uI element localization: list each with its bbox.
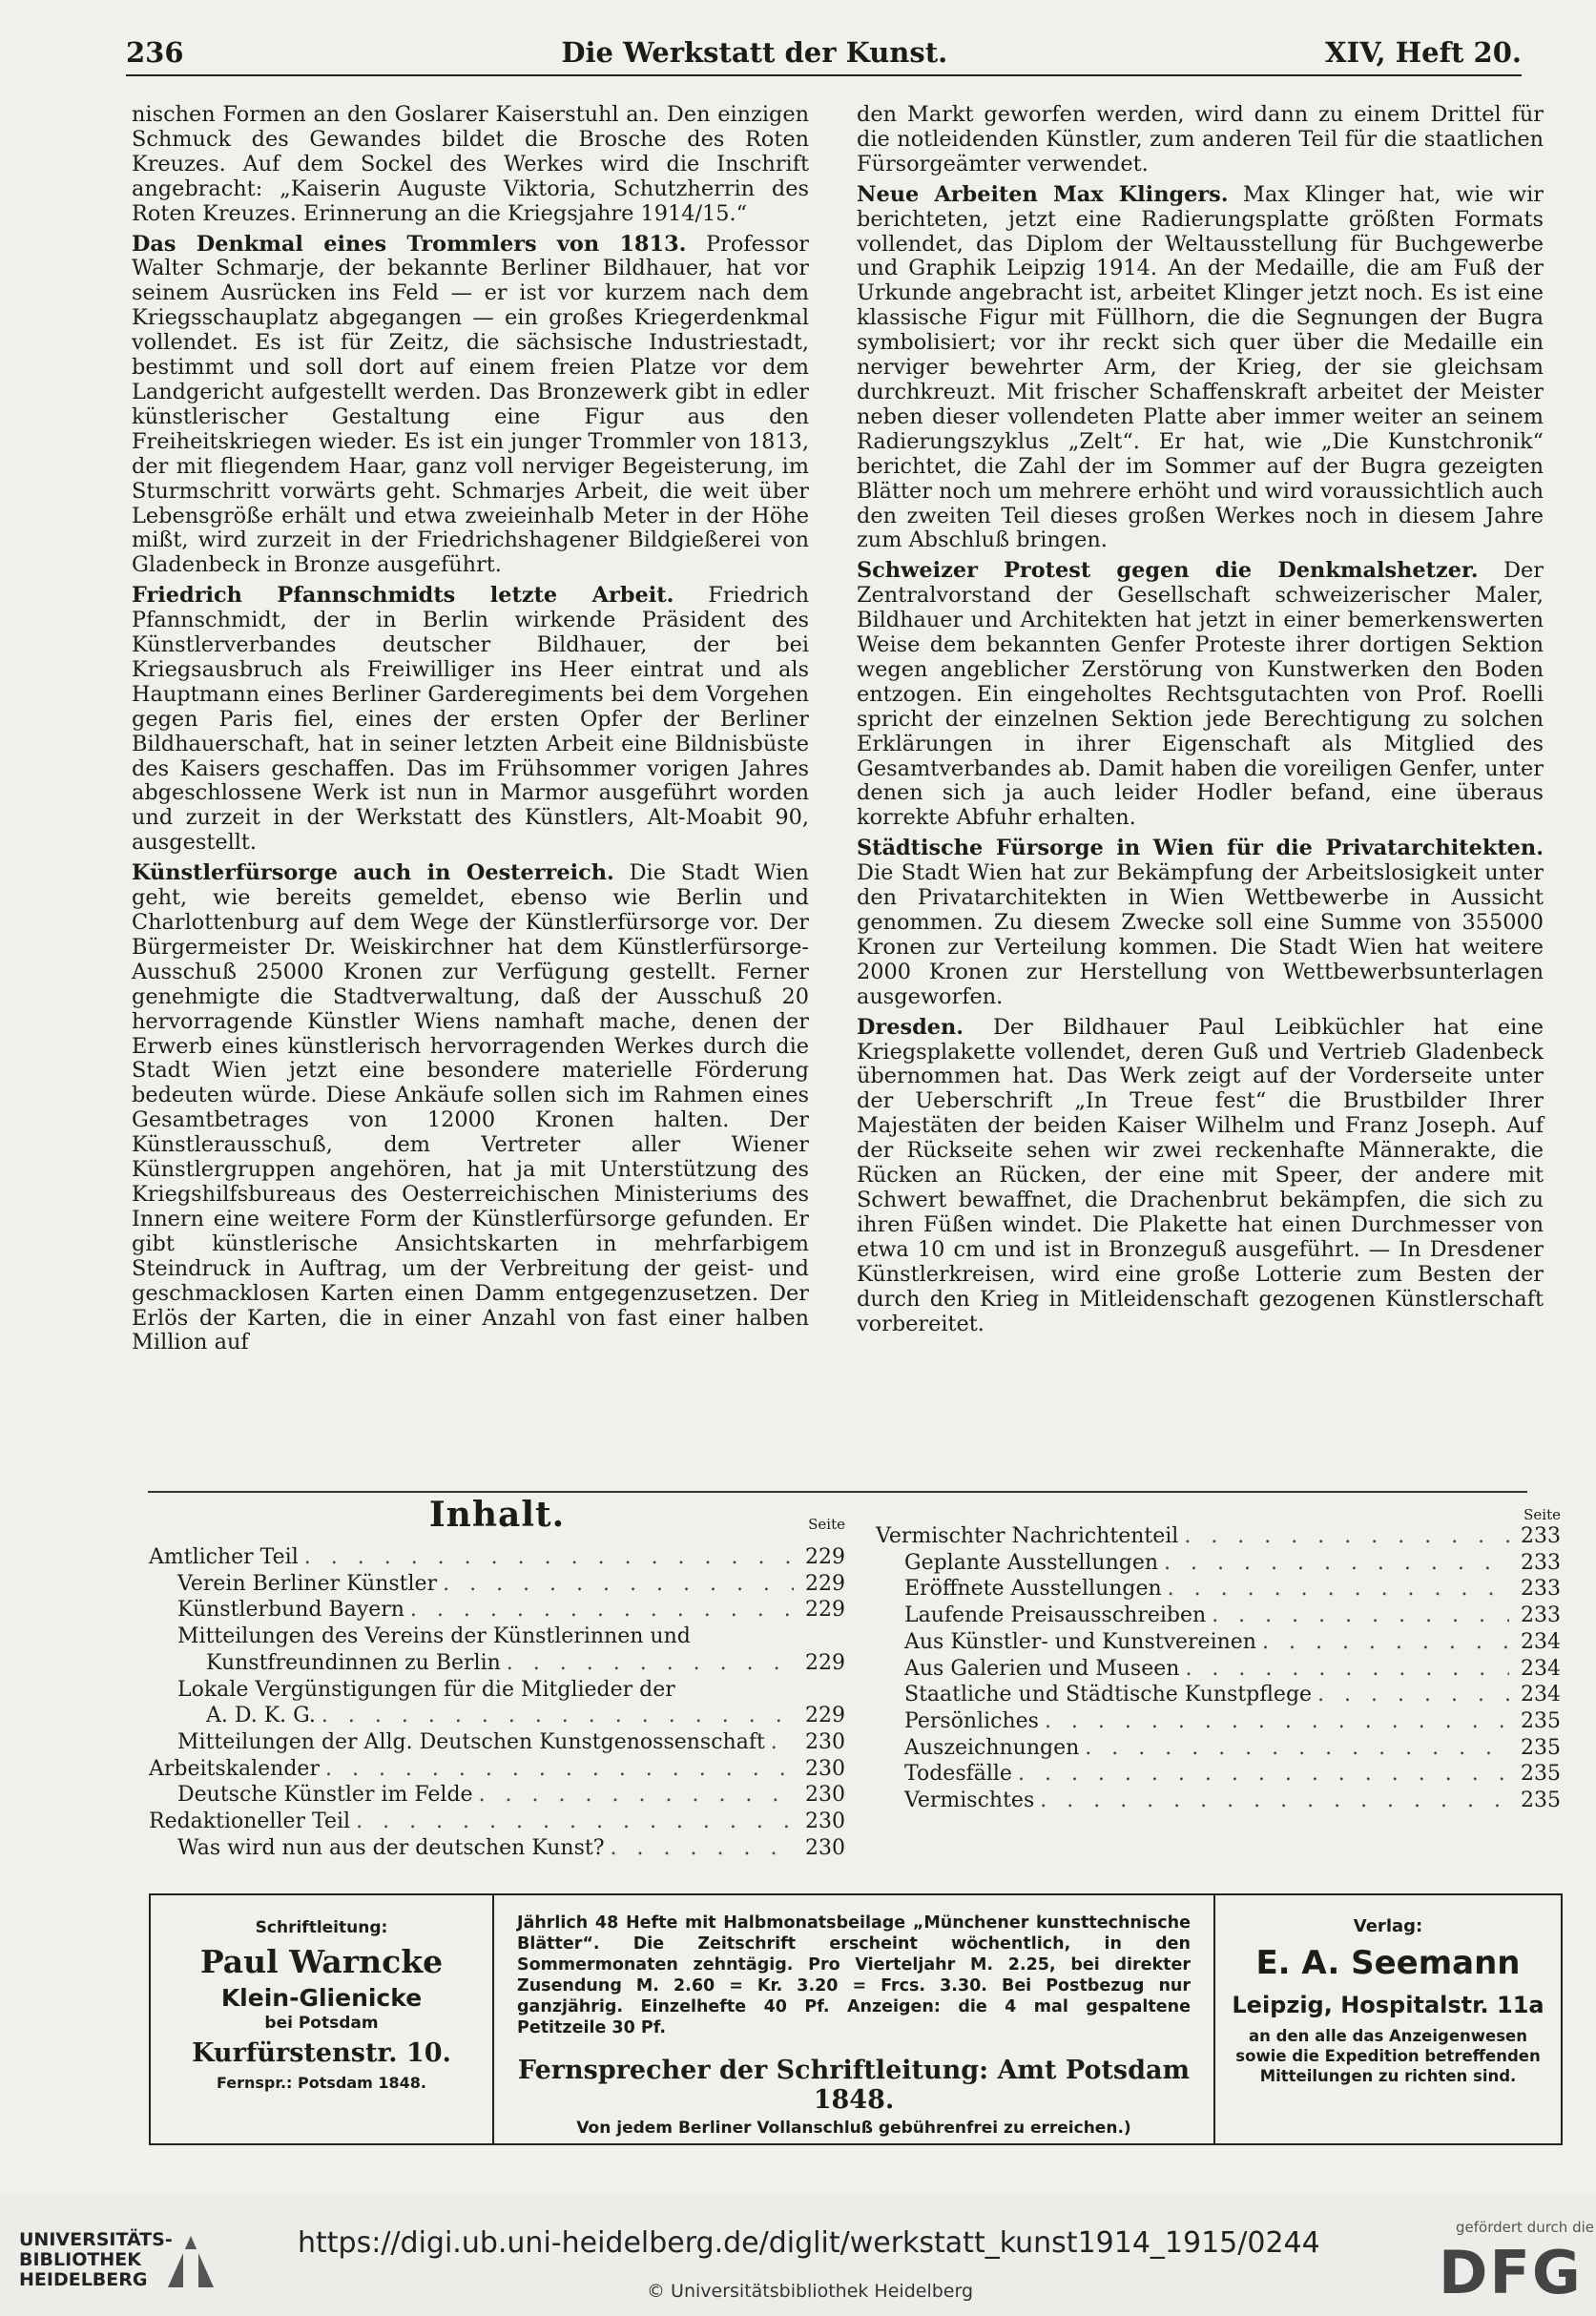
toc-entry-page: 234 <box>1521 1683 1561 1707</box>
terms-box <box>494 1895 1215 2143</box>
toc-leader-dots <box>410 1597 794 1623</box>
library-logo[interactable] <box>19 2226 210 2303</box>
toc-entry-page: 235 <box>1521 1735 1561 1760</box>
toc-entry <box>876 1682 1561 1708</box>
toc-entry <box>876 1603 1561 1629</box>
toc-entry <box>149 1729 845 1756</box>
header-rule <box>126 74 1522 76</box>
toc-entry-page: 234 <box>1521 1656 1561 1681</box>
toc-entry-label: Verein Berliner Künstler <box>177 1571 438 1596</box>
toc-right <box>876 1502 1561 1814</box>
toc-leader-dots <box>479 1782 794 1809</box>
toc-entry-label: Persönliches <box>904 1708 1039 1733</box>
toc-entry-label: Mitteilungen des Vereins der Künstlerinnen und <box>177 1624 691 1649</box>
left-column <box>132 103 809 1361</box>
article-heading: Friedrich Pfannschmidts letzte Arbeit. <box>132 583 674 609</box>
article-text: Der Zentralvorstand der Gesellschaft schweizerischer Maler, Bildhauer und Architekten hat jetzt in einer bemerkenswerten Weise dem bekannten Genfer Proteste ihrer dortigen Sektion wegen angeblicher Zerstörung von Kunstwerken den Boden entzogen. Ein eingeholtes Rechtsgutachten von Prof. Roelli spricht der einzelnen Sektion jede Berechtigung zu solchen Erklärungen in ihrer Eigenschaft als Mitglied des Gesamtverbandes ab. Damit haben die voreiligen Genfer, unter denen sich ja auch leider Hodler befand, eine überaus korrekte Abfuhr erhalten. <box>857 558 1544 831</box>
article <box>857 559 1544 831</box>
toc-entry-label: Redaktioneller Teil <box>149 1809 351 1834</box>
running-header <box>126 29 1522 69</box>
copyright-notice: © Universitätsbibliothek Heidelberg <box>647 2281 974 2302</box>
toc-entry <box>876 1761 1561 1788</box>
editor-box <box>151 1895 494 2143</box>
toc-entry-label: Aus Galerien und Museen <box>904 1656 1180 1681</box>
subscription-terms: Jährlich 48 Hefte mit Halbmonatsbeilage „Münchener kunsttechnische Blätter“. Die Zeitschrift erscheint wöchentlich, in den Sommermonaten zehntägig. Pro Vierteljahr M. 2.25, bei direkter Zusendung M. 2.60 = Kr. 3.20 = Frcs. 3.30. Bei Postbezug nur ganzjährig. Einzelhefte 40 Pf. Anzeigen: die 4 mal gespaltene Petitzeile 30 Pf. <box>517 1913 1191 2037</box>
toc-entry <box>876 1788 1561 1814</box>
toc-entry <box>149 1571 845 1598</box>
toc-title: Inhalt. <box>428 1495 566 1535</box>
editor-street: Kurfürstenstr. 10. <box>192 2038 451 2068</box>
toc-leader-dots <box>1212 1603 1509 1629</box>
toc-entry-label: Deutsche Künstler im Felde <box>177 1783 473 1808</box>
article <box>132 584 809 856</box>
phone-note: Von jedem Berliner Vollanschluß gebührenfrei zu erreichen.) <box>576 2119 1131 2138</box>
toc-entry <box>149 1650 845 1677</box>
toc-entry-page: 233 <box>1521 1577 1561 1602</box>
toc-entry-page: 230 <box>805 1756 845 1781</box>
article-text: Professor Walter Schmarje, der bekannte Berliner Bildhauer, hat vor seinem Ausrücken ins Feld — er ist vor kurzem nach dem Kriegsschauplatz abgegangen — ein großes Kriegerdenkmal vollendet. Es ist für Zeitz, die sächsische Industriestadt, bestimmt und soll dort auf einem freien Platze vor dem Landgericht aufgestellt werden. Das Bronzewerk gibt in edler künstlerischer Gestaltung eine Figur aus den Freiheitskriegen wieder. Es ist ein junger Trommler von 1813, der mit fliegendem Haar, ganz voll nerviger Begeisterung, im Sturmschritt vorwärts geht. Schmarjes Arbeit, die weit über Lebensgröße erhält und etwa zweieinhalb Meter in der Höhe mißt, wird zurzeit in der Friedrichshagener Bildgießerei von Gladenbeck in Bronze ausgeführt. <box>132 231 809 578</box>
article-heading: Das Denkmal eines Trommlers von 1813. <box>132 231 687 257</box>
issue-label: XIV, Heft 20. <box>1325 36 1522 69</box>
article-heading: Künstlerfürsorge auch in Oesterreich. <box>132 860 614 886</box>
toc-entry-page: 233 <box>1521 1603 1561 1628</box>
toc-entry-label: Auszeichnungen <box>904 1735 1080 1760</box>
digitization-footer <box>0 2209 1596 2316</box>
toc-entry-page: 229 <box>805 1545 845 1569</box>
toc-entry <box>149 1756 845 1783</box>
toc-entry-page: 230 <box>805 1809 845 1834</box>
article <box>857 1016 1544 1337</box>
toc-entry-label: Staatliche und Städtische Kunstpflege <box>904 1683 1313 1707</box>
toc-entry <box>876 1629 1561 1656</box>
toc-entry-label: Amtlicher Teil <box>149 1545 299 1569</box>
toc-entry <box>876 1708 1561 1735</box>
toc-entry <box>149 1677 845 1704</box>
editor-place: Klein-Glienicke <box>220 1984 423 2012</box>
article <box>857 183 1544 554</box>
toc-leader-dots <box>1164 1550 1509 1577</box>
toc-entry-label: Arbeitskalender <box>149 1756 320 1781</box>
article-text: Friedrich Pfannschmidt, der in Berlin wirkende Präsident des Künstlerverbandes deutscher Bildhauer, der bei Kriegsausbruch als Freiwilliger ins Heer eintrat und als Hauptmann eines Berliner Garderegiments bei dem Vorgehen gegen Paris fiel, eines der ersten Opfer der Berliner Bildhauerschaft, hat in seiner letzten Arbeit eine Bildnisbüste des Kaisers geschaffen. Das im Frühsommer vorigen Jahres abgeschlossene Werk ist nun in Marmor ausgeführt worden und zurzeit in der Werkstatt des Künstlers, Alt-Moabit 90, ausgestellt. <box>132 583 809 856</box>
article-heading: Städtische Fürsorge in Wien für die Privatarchitekten. <box>857 836 1544 861</box>
library-name: UNIVERSITÄTS- BIBLIOTHEK HEIDELBERG <box>19 2229 173 2290</box>
toc-entry <box>876 1523 1561 1550</box>
publisher-address: Leipzig, Hospitalstr. 11a <box>1232 1992 1544 2018</box>
article-text: Max Klinger hat, wie wir berichteten, jetzt eine Radierungsplatte größten Formats vollendet, das Diplom der Weltausstellung für Buchgewerbe und Graphik Leipzig 1914. An der Medaille, die am Fuß der Urkunde angebracht ist, arbeitet Klinger jetzt noch. Es ist eine klassische Figur mit Füllhorn, die die Segnungen der Bugra symbolisiert; vor ihr reckt sich quer über die Medaille ein nerviger bewehrter Arm, der Krieg, der sie gleichsam durchkreuzt. Mit frischer Schaffenskraft arbeitet der Meister neben dieser vollendeten Platte aber immer weiter an seinem Radierungszyklus „Zelt“. Er hat, wie „Die Kunstchronik“ berichtet, die Zahl der im Sommer auf der Bugra gezeigten Blätter noch um mehrere erhöht und wird voraussichtlich auch den zweiten Teil dieses großen Werkes noch in diesem Jahre zum Abschluß bringen. <box>857 181 1544 553</box>
article <box>132 233 809 579</box>
toc-entry <box>149 1544 845 1571</box>
toc-entry <box>876 1576 1561 1603</box>
journal-title: Die Werkstatt der Kunst. <box>561 36 948 69</box>
toc-entry-page: 233 <box>1521 1550 1561 1575</box>
toc-entry-page: 235 <box>1521 1762 1561 1787</box>
editor-phone: Fernspr.: Potsdam 1848. <box>216 2074 427 2092</box>
toc-left-list <box>149 1544 845 1861</box>
funding-note: gefördert durch die <box>1456 2219 1594 2236</box>
toc-entry-page: 233 <box>1521 1524 1561 1548</box>
article-heading: Neue Arbeiten Max Klingers. <box>857 181 1229 207</box>
toc-entry-page: 230 <box>805 1783 845 1808</box>
toc-entry <box>149 1597 845 1623</box>
document-url-link[interactable]: https://digi.ub.uni-heidelberg.de/diglit/werkstatt_kunst1914_1915/0244 <box>298 2226 1320 2260</box>
toc-entry-page: 235 <box>1521 1708 1561 1733</box>
toc-entry-page: 230 <box>805 1835 845 1860</box>
toc-leader-dots <box>1184 1523 1509 1550</box>
toc-entry-page: 230 <box>805 1729 845 1754</box>
toc-leader-dots <box>507 1650 794 1677</box>
toc-entry <box>149 1623 845 1650</box>
article-heading: Dresden. <box>857 1014 964 1040</box>
toc-leader-dots <box>1168 1576 1509 1603</box>
toc-entry <box>876 1735 1561 1762</box>
article <box>857 837 1544 1009</box>
article-text: Die Stadt Wien hat zur Bekämpfung der Arbeitslosigkeit unter den Privatarchitekten in Wien Wettbewerbe in Aussicht genommen. Zu diesem Zwecke soll eine Summe von 355000 Kronen zur Verteilung kommen. Die Stadt Wien hat weitere 2000 Kronen zur Herstellung von Wettbewerbsunterlagen ausgeworfen. <box>857 860 1544 1009</box>
toc-entry-label: Eröffnete Ausstellungen <box>904 1577 1162 1602</box>
toc-leader-dots <box>1317 1682 1509 1708</box>
publisher-box <box>1215 1895 1561 2143</box>
toc-leader-dots <box>304 1544 794 1571</box>
article-text: Die Stadt Wien geht, wie bereits gemeldet, ebenso wie Berlin und Charlottenburg auf dem Wege der Künstlerfürsorge vor. Der Bürgermeister Dr. Weiskirchner hat dem Künstlerfürsorge-Ausschuß 25000 Kronen zur Verfügung gestellt. Ferner genehmigte die Stadtverwaltung, daß der Ausschuß 20 hervorragende Künstler Wiens namhaft mache, denen der Erwerb eines künstlerisch hervorragenden Werkes durch die Stadt Wien jetzt eine besondere materielle Förderung bedeuten würde. Diese Ankäufe sollen sich im Rahmen eines Gesamtbetrages von 12000 Kronen halten. Der Künstlerausschuß, dem Vertreter aller Wiener Künstlergruppen angehören, hat ja mit Unterstützung des Kriegshilfsbureaus des Oesterreichischen Ministeriums des Innern eine weitere Form der Künstlerfürsorge gefunden. Er gibt künstlerische Ansichtskarten in mehrfarbigem Steindruck in Auftrag, um der Verbreitung der geist- und geschmacklosen Karten einen Damm entgegenzusetzen. Der Erlös der Karten, die in einer Anzahl von fast einer halben Million auf <box>132 860 809 1355</box>
toc-leader-dots <box>356 1809 794 1835</box>
toc-entry-label: Künstlerbund Bayern <box>177 1598 404 1623</box>
toc-entry <box>876 1550 1561 1577</box>
toc-heading-row <box>149 1495 845 1544</box>
library-emblem-icon <box>162 2228 219 2295</box>
toc-entry <box>876 1656 1561 1683</box>
toc-entry-label: Geplante Ausstellungen <box>904 1550 1159 1575</box>
article-heading: Schweizer Protest gegen die Denkmalshetzer. <box>857 558 1479 584</box>
toc-entry-label: Vermischtes <box>904 1789 1035 1813</box>
publisher-heading: Verlag: <box>1353 1916 1423 1936</box>
toc-leader-dots <box>443 1571 794 1598</box>
paragraph: den Markt geworfen werden, wird dann zu einem Drittel für die notleidenden Künstler, zum anderen Teil für die staatlichen Fürsorgeämter verwendet. <box>857 102 1544 176</box>
toc-entry-label: Laufende Preisausschreiben <box>904 1603 1207 1628</box>
toc-leader-dots <box>771 1729 794 1756</box>
publisher-note: an den alle das Anzeigenwesen sowie die Expedition betreffenden Mitteilungen zu richten sind. <box>1235 2027 1541 2085</box>
toc-entry-label: Aus Künstler- und Kunstvereinen <box>904 1629 1256 1654</box>
toc-entry <box>149 1782 845 1809</box>
editor-heading: Schriftleitung: <box>255 1918 388 1937</box>
toc-right-list <box>876 1523 1561 1814</box>
seite-label: Seite <box>808 1516 845 1533</box>
toc-entry-page: 229 <box>805 1571 845 1596</box>
toc-leader-dots <box>611 1835 794 1862</box>
toc-leader-dots <box>1085 1735 1509 1762</box>
toc-entry-page: 229 <box>805 1598 845 1623</box>
toc-entry-label: Vermischter Nachrichtenteil <box>876 1524 1179 1548</box>
toc-entry-page: 229 <box>805 1650 845 1675</box>
right-column <box>857 103 1544 1342</box>
toc-entry-label: Kunstfreundinnen zu Berlin <box>206 1650 501 1675</box>
article <box>132 861 809 1355</box>
toc-entry-label: Mitteilungen der Allg. Deutschen Kunstgenossenschaft <box>177 1729 765 1754</box>
seite-label: Seite <box>1523 1506 1561 1523</box>
toc-leader-dots <box>1185 1656 1509 1683</box>
toc-left <box>149 1495 845 1861</box>
toc-entry <box>149 1809 845 1835</box>
toc-entry <box>149 1703 845 1729</box>
dfg-logo[interactable]: DFG <box>1439 2238 1583 2307</box>
publisher-name: E. A. Seemann <box>1255 1944 1521 1982</box>
toc-leader-dots <box>325 1756 794 1783</box>
toc-leader-dots <box>1045 1708 1509 1735</box>
imprint-box <box>149 1893 1563 2145</box>
toc-leader-dots <box>1018 1761 1509 1788</box>
page-number: 236 <box>126 36 184 69</box>
article-text: Der Bildhauer Paul Leibküchler hat eine Kriegsplakette vollendet, deren Guß und Vertrieb Gladenbeck übernommen hat. Das Werk zeigt auf der Vorderseite unter der Ueberschrift „In Treue fest“ die Brustbilder Ihrer Majestäten der beiden Kaiser Wilhelm und Franz Joseph. Auf der Rückseite sehen wir zwei reckenhafte Männerakte, die Rücken an Rücken, der eine mit Speer, der andere mit Schwert bewaffnet, die Drachenbrut bekämpfen, die sich zu ihren Füßen windet. Die Plakette hat einen Durchmesser von etwa 10 cm und ist in Bronzeguß ausgeführt. — In Dresdener Künstlerkreisen, wird eine große Lotterie zum Besten der durch den Krieg in Mitleidenschaft gezogenen Künstlerschaft vorbereitet. <box>857 1014 1544 1336</box>
section-divider <box>148 1491 1527 1493</box>
toc-leader-dots <box>321 1703 794 1729</box>
editor-name: Paul Warncke <box>199 1943 444 1980</box>
toc-leader-dots <box>1040 1788 1509 1814</box>
toc-entry <box>149 1835 845 1862</box>
toc-entry-label: Was wird nun aus der deutschen Kunst? <box>177 1835 605 1860</box>
toc-entry-page: 235 <box>1521 1789 1561 1813</box>
toc-entry-label: Todesfälle <box>904 1762 1012 1787</box>
toc-leader-dots <box>1262 1629 1509 1656</box>
paragraph: nischen Formen an den Goslarer Kaiserstuhl an. Den einzigen Schmuck des Gewandes bildet die Brosche des Roten Kreuzes. Auf dem Sockel des Werkes wird die Inschrift angebracht: „Kaiserin Auguste Viktoria, Schutzherrin des Roten Kreuzes. Erinnerung an die Kriegsjahre 1914/15.“ <box>132 102 809 226</box>
toc-entry-page: 229 <box>805 1704 845 1728</box>
toc-entry-page: 234 <box>1521 1629 1561 1654</box>
toc-entry-label: Lokale Vergünstigungen für die Mitglieder der <box>177 1677 675 1702</box>
toc-entry-label: A. D. K. G. <box>206 1704 316 1728</box>
editor-bei: bei Potsdam <box>264 2014 379 2033</box>
phone-line: Fernsprecher der Schriftleitung: Amt Potsdam 1848. <box>517 2056 1191 2115</box>
